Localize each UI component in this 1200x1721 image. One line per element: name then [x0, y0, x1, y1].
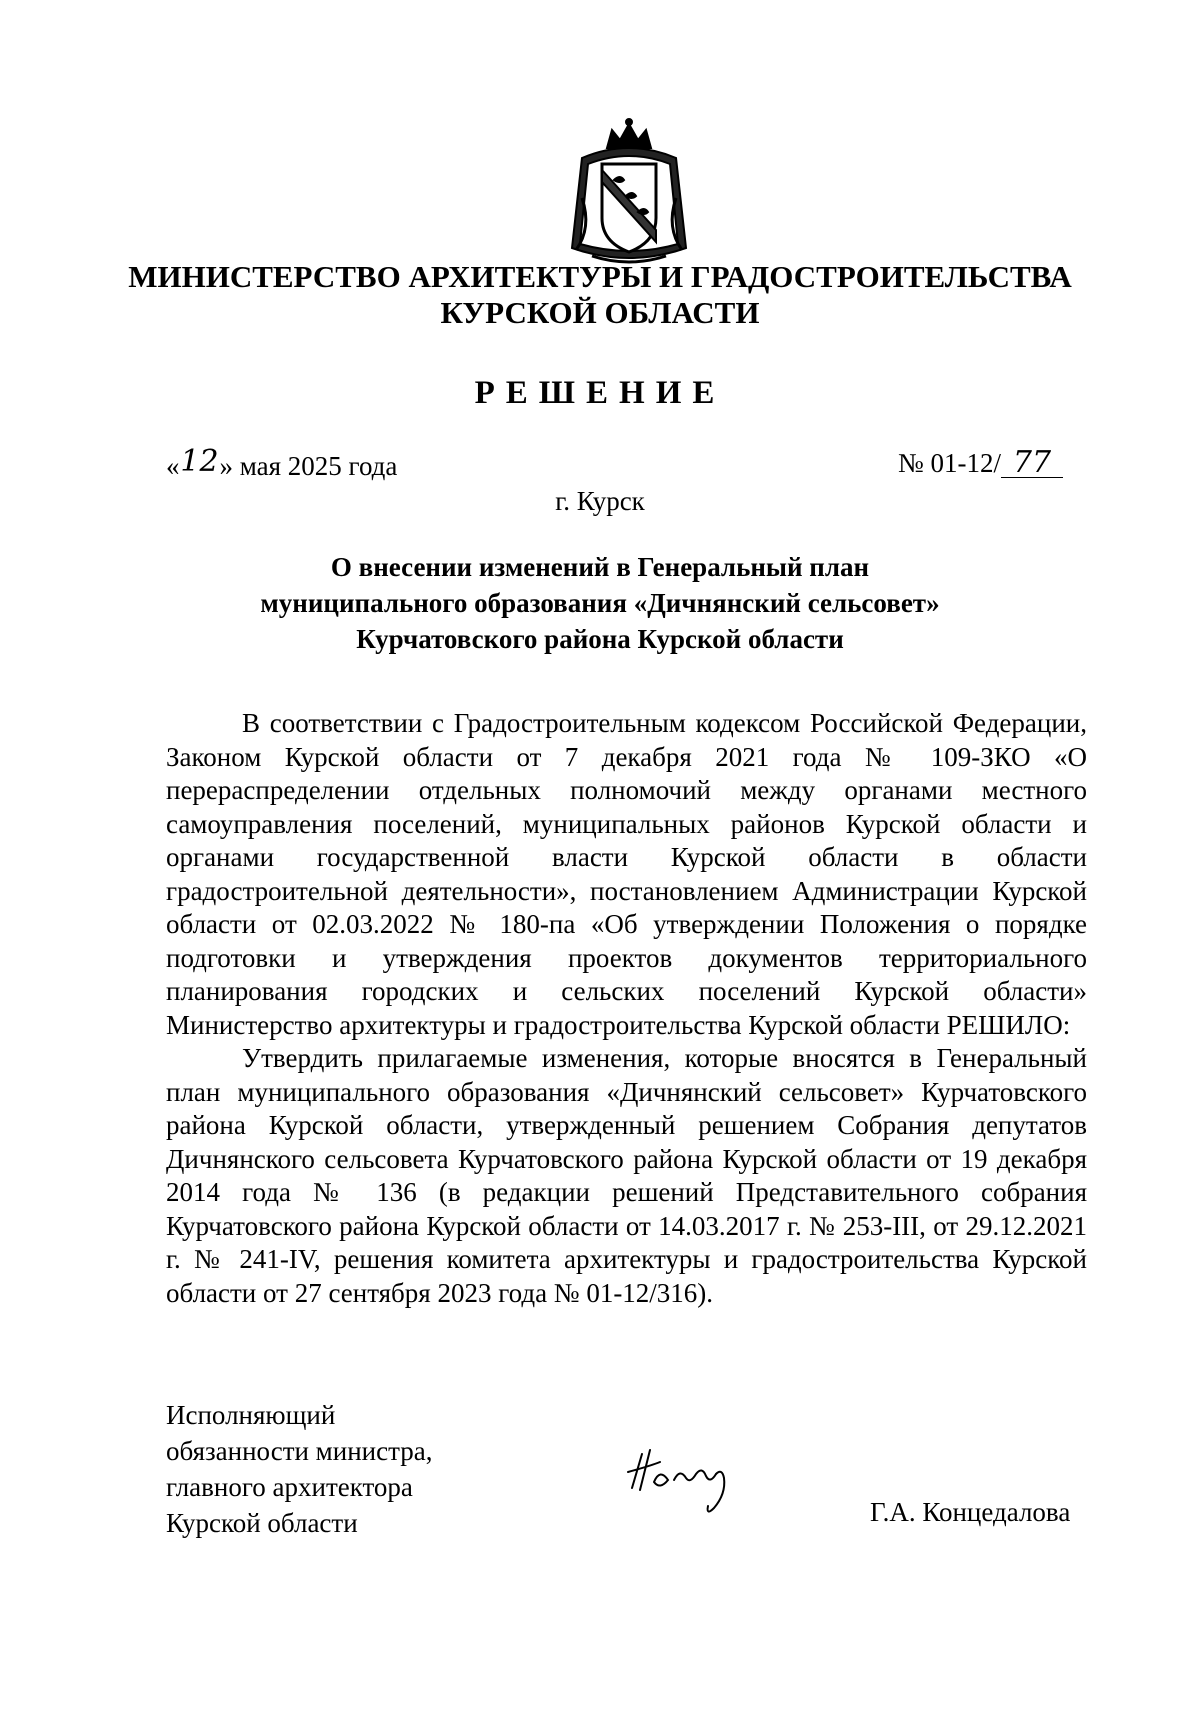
signatory-title: [166, 1397, 432, 1541]
document-body: [166, 707, 1087, 1310]
subject-line2: муниципального образования «Дичнянский сельсовет»: [260, 588, 940, 618]
body-paragraph-resolution: Утвердить прилагаемые изменения, которые вносятся в Генеральный план муниципального образования «Дичнянский сельсовет» Курчатовского района Курской области, утвержденный решением Собрания депутатов Дичнянского сельсовета Курчатовского района Курской области от 19 декабря 2014 года № 136 (в редакции решений Представительного собрания Курчатовского района Курской области от 14.03.2017 г. № 253-III, от 29.12.2021 г. № 241-IV, решения комитета архитектуры и градостроительства Курской области от 27 сентября 2023 года № 01-12/316).: [166, 1043, 1087, 1308]
number-handwritten: 77: [1001, 449, 1063, 478]
date-quote-open: «: [166, 451, 180, 481]
date-rest: » мая 2025 года: [219, 451, 398, 481]
body-paragraph-preamble: В соответствии с Градостроительным кодексом Российской Федерации, Законом Курской области от 7 декабря 2021 года № 109-ЗКО «О перераспределении отдельных полномочий между органами местного самоуправления поселений, муниципальных районов Курской области и органами государственной власти Курской области в области градостроительной деятельности», постановлением Администрации Курской области от 02.03.2022 № 180-па «Об утверждении Положения о порядке подготовки и утверждения проектов документов территориального планирования городских и сельских поселений Курской области» Министерство архитектуры и градостроительства Курской области РЕШИЛО:: [166, 708, 1087, 1040]
signatory-title-line4: Курской области: [166, 1508, 358, 1538]
signatory-title-line2: обязанности министра,: [166, 1436, 433, 1466]
signatory-title-line3: главного архитектора: [166, 1472, 413, 1502]
coat-of-arms-icon: [562, 118, 696, 268]
ministry-name-line1: МИНИСТЕРСТВО АРХИТЕКТУРЫ И ГРАДОСТРОИТЕЛЬСТВА: [128, 259, 1072, 294]
ministry-name-line2: КУРСКОЙ ОБЛАСТИ: [440, 295, 760, 330]
number-prefix: № 01-12/: [898, 448, 1002, 478]
subject-heading: [0, 549, 1200, 657]
handwritten-signature-icon: [620, 1440, 770, 1520]
decision-number: [898, 445, 1063, 480]
document-type-title: РЕШЕНИЕ: [474, 375, 726, 411]
subject-line1: О внесении изменений в Генеральный план: [330, 552, 870, 582]
subject-line3: Курчатовского района Курской области: [356, 624, 844, 654]
signatory-title-line1: Исполняющий: [166, 1400, 336, 1430]
signatory-name: Г.А. Концедалова: [870, 1497, 1071, 1527]
date-day-handwritten: 12: [180, 444, 219, 479]
city: г. Курск: [555, 486, 645, 516]
decision-date: [166, 444, 398, 483]
